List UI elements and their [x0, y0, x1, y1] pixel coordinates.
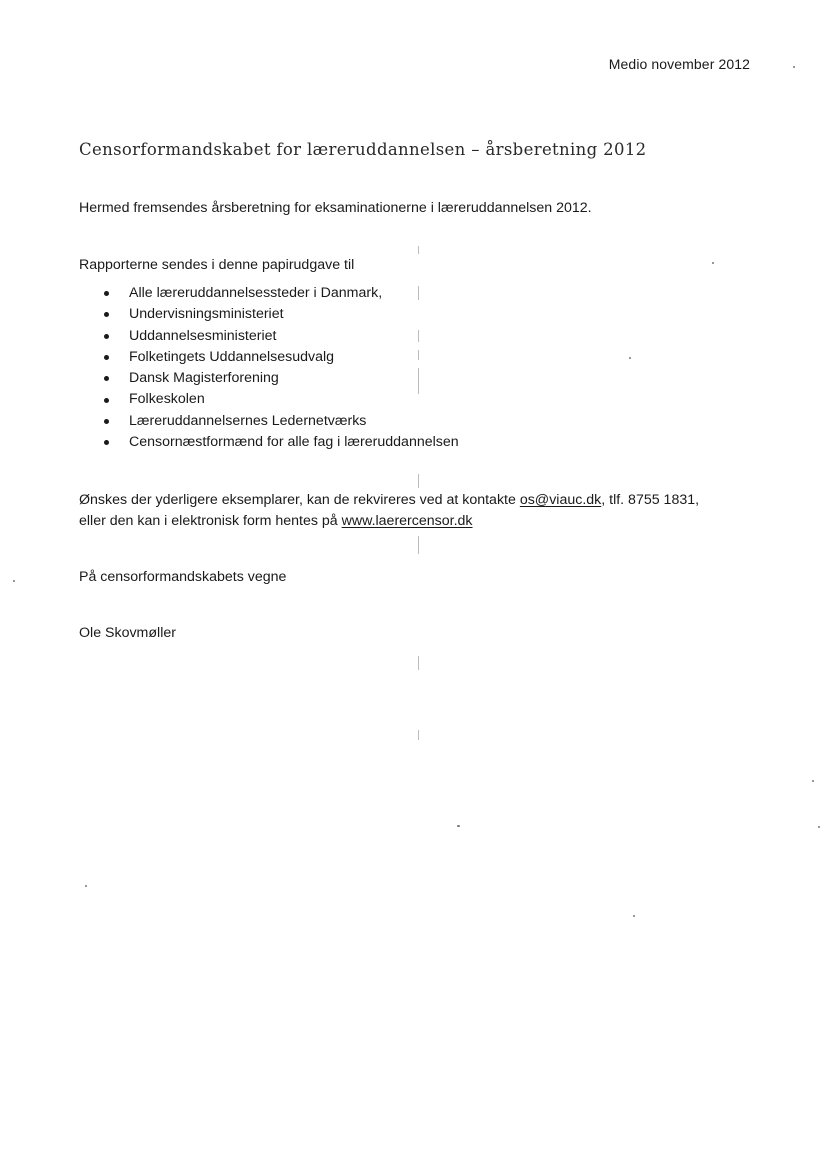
- bullet-icon: [104, 419, 109, 424]
- scan-artifact: [418, 730, 419, 740]
- scan-artifact: [418, 286, 419, 300]
- scan-artifact: [793, 66, 795, 68]
- scan-artifact: [418, 536, 419, 554]
- scan-artifact: [418, 474, 419, 488]
- recipient-list: [104, 283, 459, 453]
- recipient-label: Folkeskolen: [129, 391, 205, 408]
- list-item: [104, 389, 459, 410]
- list-item: [104, 368, 459, 389]
- closing-line: På censorformandskabets vegne: [79, 569, 287, 585]
- bullet-icon: [104, 312, 109, 317]
- signature: Ole Skovmøller: [79, 625, 176, 641]
- scan-artifact: [712, 262, 714, 264]
- recipient-label: Undervisningsministeriet: [129, 306, 284, 323]
- scan-artifact: [418, 656, 419, 670]
- contact-paragraph: [79, 490, 699, 532]
- distribution-intro: Rapporterne sendes i denne papirudgave til: [79, 257, 355, 273]
- bullet-icon: [104, 376, 109, 381]
- scan-artifact: [818, 826, 820, 828]
- list-item: [104, 326, 459, 347]
- bullet-icon: [104, 291, 109, 296]
- scan-artifact: [812, 780, 814, 782]
- scan-artifact: [418, 246, 419, 254]
- scan-artifact: [13, 580, 15, 582]
- email-link[interactable]: os@viauc.dk: [519, 492, 602, 508]
- scan-artifact: [633, 915, 635, 917]
- contact-text: Ønskes der yderligere eksemplarer, kan de rekvireres ved at kontakte: [79, 492, 520, 508]
- scan-artifact: [85, 885, 87, 887]
- recipient-label: Folketingets Uddannelsesudvalg: [129, 348, 335, 365]
- scan-artifact: [418, 350, 419, 360]
- bullet-icon: [104, 355, 109, 360]
- list-item: [104, 347, 459, 368]
- bullet-icon: [104, 440, 109, 445]
- scan-artifact: [457, 825, 460, 827]
- bullet-icon: [104, 334, 109, 339]
- list-item: [104, 304, 459, 325]
- list-item: [104, 411, 459, 432]
- scan-artifact: [418, 330, 419, 342]
- bullet-icon: [104, 398, 109, 403]
- recipient-label: Alle læreruddannelsessteder i Danmark,: [129, 285, 383, 301]
- contact-text-2: eller den kan i elektronisk form hentes på: [79, 513, 342, 529]
- list-item: [104, 432, 459, 453]
- letter-date: Medio november 2012: [608, 56, 750, 72]
- intro-paragraph: Hermed fremsendes årsberetning for eksaminationerne i læreruddannelsen 2012.: [79, 200, 592, 216]
- scan-artifact: [629, 357, 631, 359]
- recipient-label: Uddannelsesministeriet: [129, 327, 277, 344]
- contact-phone: , tlf. 8755 1831,: [601, 492, 700, 508]
- list-item: [104, 283, 459, 304]
- recipient-label: Dansk Magisterforening: [129, 370, 279, 387]
- letter-title: Censorformandskabet for læreruddannelsen – årsberetning 2012: [79, 140, 647, 159]
- scan-artifact: [418, 368, 419, 394]
- recipient-label: Censornæstformænd for alle fag i læreruddannelsen: [129, 434, 459, 451]
- website-link[interactable]: www.laerercensor.dk: [341, 513, 473, 529]
- recipient-label: Læreruddannelsernes Ledernetværks: [129, 412, 367, 429]
